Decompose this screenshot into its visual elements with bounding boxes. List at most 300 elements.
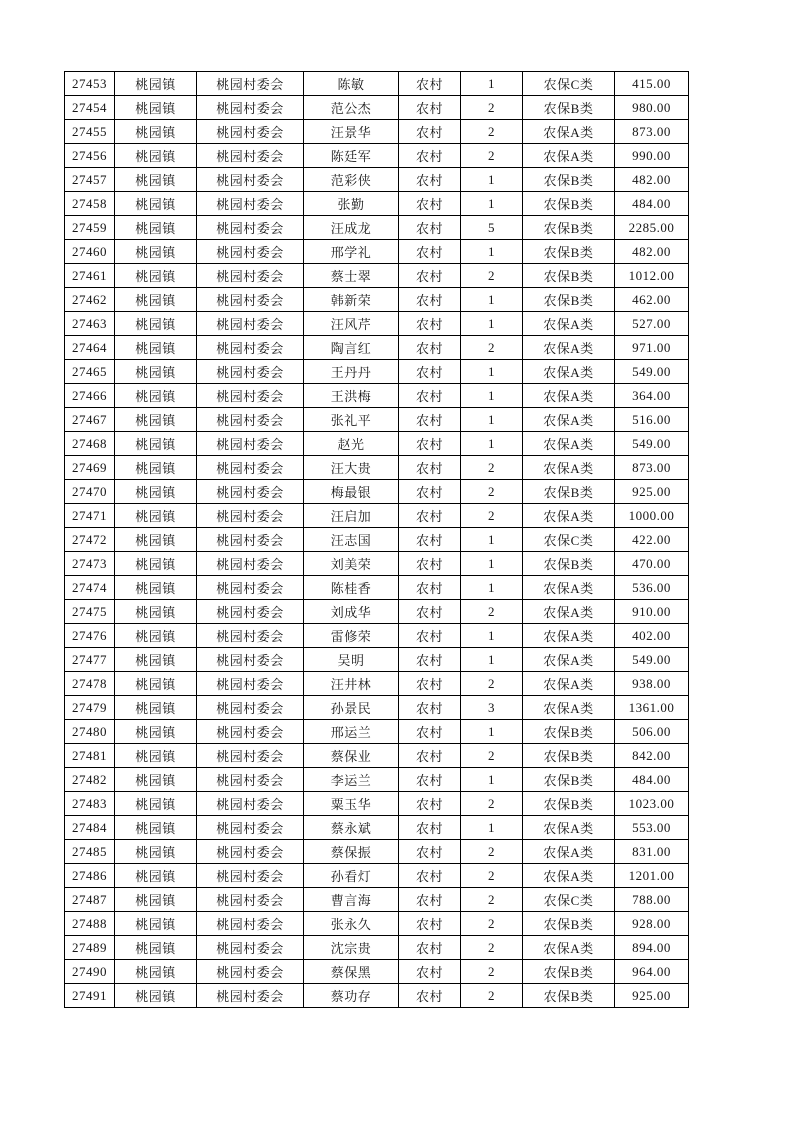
table-row xyxy=(65,624,689,648)
table-row xyxy=(65,96,689,120)
insurance-class: 农保B类 xyxy=(523,912,615,936)
table-row xyxy=(65,264,689,288)
record-id: 27476 xyxy=(65,624,115,648)
person-count: 1 xyxy=(461,192,523,216)
person-count: 1 xyxy=(461,288,523,312)
town: 桃园镇 xyxy=(115,744,197,768)
amount: 928.00 xyxy=(615,912,689,936)
table-row xyxy=(65,960,689,984)
person-name: 雷修荣 xyxy=(304,624,399,648)
person-count: 1 xyxy=(461,360,523,384)
category: 农村 xyxy=(399,336,461,360)
amount: 925.00 xyxy=(615,984,689,1008)
record-id: 27460 xyxy=(65,240,115,264)
record-id: 27467 xyxy=(65,408,115,432)
insurance-class: 农保A类 xyxy=(523,384,615,408)
person-count: 2 xyxy=(461,936,523,960)
village-committee: 桃园村委会 xyxy=(197,288,304,312)
town: 桃园镇 xyxy=(115,888,197,912)
person-count: 2 xyxy=(461,96,523,120)
village-committee: 桃园村委会 xyxy=(197,960,304,984)
category: 农村 xyxy=(399,240,461,264)
village-committee: 桃园村委会 xyxy=(197,96,304,120)
town: 桃园镇 xyxy=(115,384,197,408)
record-id: 27459 xyxy=(65,216,115,240)
person-name: 范彩侠 xyxy=(304,168,399,192)
amount: 831.00 xyxy=(615,840,689,864)
person-name: 张永久 xyxy=(304,912,399,936)
person-name: 汪成龙 xyxy=(304,216,399,240)
person-count: 2 xyxy=(461,120,523,144)
category: 农村 xyxy=(399,168,461,192)
insurance-class: 农保C类 xyxy=(523,72,615,96)
record-id: 27479 xyxy=(65,696,115,720)
person-name: 王洪梅 xyxy=(304,384,399,408)
amount: 536.00 xyxy=(615,576,689,600)
amount: 549.00 xyxy=(615,648,689,672)
record-id: 27481 xyxy=(65,744,115,768)
town: 桃园镇 xyxy=(115,984,197,1008)
insurance-class: 农保C类 xyxy=(523,888,615,912)
person-count: 1 xyxy=(461,408,523,432)
record-id: 27484 xyxy=(65,816,115,840)
person-name: 蔡功存 xyxy=(304,984,399,1008)
town: 桃园镇 xyxy=(115,120,197,144)
category: 农村 xyxy=(399,312,461,336)
record-id: 27475 xyxy=(65,600,115,624)
person-name: 汪启加 xyxy=(304,504,399,528)
category: 农村 xyxy=(399,888,461,912)
village-committee: 桃园村委会 xyxy=(197,144,304,168)
amount: 527.00 xyxy=(615,312,689,336)
person-count: 2 xyxy=(461,600,523,624)
town: 桃园镇 xyxy=(115,936,197,960)
table-row xyxy=(65,912,689,936)
village-committee: 桃园村委会 xyxy=(197,456,304,480)
person-count: 2 xyxy=(461,456,523,480)
table-row xyxy=(65,240,689,264)
record-id: 27464 xyxy=(65,336,115,360)
category: 农村 xyxy=(399,792,461,816)
table-row xyxy=(65,768,689,792)
town: 桃园镇 xyxy=(115,216,197,240)
amount: 506.00 xyxy=(615,720,689,744)
table-row xyxy=(65,552,689,576)
person-count: 2 xyxy=(461,480,523,504)
town: 桃园镇 xyxy=(115,912,197,936)
person-name: 汪大贵 xyxy=(304,456,399,480)
village-committee: 桃园村委会 xyxy=(197,936,304,960)
village-committee: 桃园村委会 xyxy=(197,624,304,648)
person-name: 韩新荣 xyxy=(304,288,399,312)
village-committee: 桃园村委会 xyxy=(197,240,304,264)
insurance-class: 农保A类 xyxy=(523,144,615,168)
insurance-class: 农保A类 xyxy=(523,624,615,648)
record-id: 27468 xyxy=(65,432,115,456)
amount: 873.00 xyxy=(615,120,689,144)
person-name: 蔡士翠 xyxy=(304,264,399,288)
person-name: 陈敏 xyxy=(304,72,399,96)
village-committee: 桃园村委会 xyxy=(197,528,304,552)
category: 农村 xyxy=(399,744,461,768)
village-committee: 桃园村委会 xyxy=(197,864,304,888)
town: 桃园镇 xyxy=(115,720,197,744)
insurance-class: 农保B类 xyxy=(523,240,615,264)
insurance-class: 农保B类 xyxy=(523,168,615,192)
town: 桃园镇 xyxy=(115,288,197,312)
person-count: 5 xyxy=(461,216,523,240)
village-committee: 桃园村委会 xyxy=(197,216,304,240)
village-committee: 桃园村委会 xyxy=(197,312,304,336)
person-count: 1 xyxy=(461,720,523,744)
insurance-class: 农保A类 xyxy=(523,576,615,600)
amount: 482.00 xyxy=(615,168,689,192)
person-name: 蔡保黑 xyxy=(304,960,399,984)
category: 农村 xyxy=(399,504,461,528)
person-name: 曹言海 xyxy=(304,888,399,912)
insurance-class: 农保C类 xyxy=(523,528,615,552)
table-row xyxy=(65,312,689,336)
amount: 842.00 xyxy=(615,744,689,768)
record-id: 27471 xyxy=(65,504,115,528)
table-row xyxy=(65,648,689,672)
amount: 364.00 xyxy=(615,384,689,408)
table-row xyxy=(65,168,689,192)
category: 农村 xyxy=(399,576,461,600)
insurance-class: 农保A类 xyxy=(523,120,615,144)
insurance-class: 农保B类 xyxy=(523,480,615,504)
insurance-class: 农保A类 xyxy=(523,672,615,696)
town: 桃园镇 xyxy=(115,312,197,336)
record-id: 27456 xyxy=(65,144,115,168)
record-id: 27461 xyxy=(65,264,115,288)
record-id: 27478 xyxy=(65,672,115,696)
person-count: 2 xyxy=(461,864,523,888)
record-id: 27462 xyxy=(65,288,115,312)
person-name: 邢运兰 xyxy=(304,720,399,744)
village-committee: 桃园村委会 xyxy=(197,816,304,840)
table-row xyxy=(65,480,689,504)
village-committee: 桃园村委会 xyxy=(197,264,304,288)
insurance-class: 农保B类 xyxy=(523,192,615,216)
insurance-class: 农保A类 xyxy=(523,840,615,864)
table-row xyxy=(65,192,689,216)
insurance-class: 农保A类 xyxy=(523,336,615,360)
table-row xyxy=(65,816,689,840)
town: 桃园镇 xyxy=(115,624,197,648)
person-count: 3 xyxy=(461,696,523,720)
category: 农村 xyxy=(399,672,461,696)
record-id: 27489 xyxy=(65,936,115,960)
category: 农村 xyxy=(399,120,461,144)
category: 农村 xyxy=(399,864,461,888)
village-committee: 桃园村委会 xyxy=(197,600,304,624)
amount: 964.00 xyxy=(615,960,689,984)
record-id: 27477 xyxy=(65,648,115,672)
village-committee: 桃园村委会 xyxy=(197,792,304,816)
amount: 990.00 xyxy=(615,144,689,168)
insurance-class: 农保A类 xyxy=(523,312,615,336)
amount: 1012.00 xyxy=(615,264,689,288)
person-name: 孙看灯 xyxy=(304,864,399,888)
record-id: 27485 xyxy=(65,840,115,864)
amount: 925.00 xyxy=(615,480,689,504)
village-committee: 桃园村委会 xyxy=(197,120,304,144)
table-row xyxy=(65,792,689,816)
category: 农村 xyxy=(399,384,461,408)
person-count: 2 xyxy=(461,912,523,936)
insurance-class: 农保A类 xyxy=(523,600,615,624)
category: 农村 xyxy=(399,216,461,240)
village-committee: 桃园村委会 xyxy=(197,552,304,576)
table-row xyxy=(65,840,689,864)
person-name: 陶言红 xyxy=(304,336,399,360)
amount: 415.00 xyxy=(615,72,689,96)
amount: 1361.00 xyxy=(615,696,689,720)
town: 桃园镇 xyxy=(115,648,197,672)
town: 桃园镇 xyxy=(115,576,197,600)
town: 桃园镇 xyxy=(115,168,197,192)
insurance-class: 农保B类 xyxy=(523,960,615,984)
town: 桃园镇 xyxy=(115,840,197,864)
town: 桃园镇 xyxy=(115,96,197,120)
record-id: 27470 xyxy=(65,480,115,504)
insurance-class: 农保B类 xyxy=(523,768,615,792)
town: 桃园镇 xyxy=(115,600,197,624)
insurance-class: 农保A类 xyxy=(523,936,615,960)
person-name: 赵光 xyxy=(304,432,399,456)
table-row xyxy=(65,744,689,768)
insurance-class: 农保B类 xyxy=(523,216,615,240)
town: 桃园镇 xyxy=(115,768,197,792)
category: 农村 xyxy=(399,696,461,720)
insurance-class: 农保A类 xyxy=(523,408,615,432)
person-name: 汪景华 xyxy=(304,120,399,144)
record-id: 27482 xyxy=(65,768,115,792)
village-committee: 桃园村委会 xyxy=(197,648,304,672)
record-id: 27458 xyxy=(65,192,115,216)
town: 桃园镇 xyxy=(115,240,197,264)
town: 桃园镇 xyxy=(115,336,197,360)
town: 桃园镇 xyxy=(115,360,197,384)
table-row xyxy=(65,864,689,888)
person-count: 1 xyxy=(461,768,523,792)
person-count: 2 xyxy=(461,984,523,1008)
pension-records-table xyxy=(64,71,689,1008)
village-committee: 桃园村委会 xyxy=(197,72,304,96)
village-committee: 桃园村委会 xyxy=(197,696,304,720)
category: 农村 xyxy=(399,648,461,672)
category: 农村 xyxy=(399,432,461,456)
table-row xyxy=(65,984,689,1008)
person-count: 1 xyxy=(461,528,523,552)
village-committee: 桃园村委会 xyxy=(197,336,304,360)
category: 农村 xyxy=(399,192,461,216)
person-count: 1 xyxy=(461,432,523,456)
person-count: 1 xyxy=(461,624,523,648)
record-id: 27473 xyxy=(65,552,115,576)
table-row xyxy=(65,528,689,552)
amount: 462.00 xyxy=(615,288,689,312)
amount: 470.00 xyxy=(615,552,689,576)
insurance-class: 农保B类 xyxy=(523,984,615,1008)
person-count: 2 xyxy=(461,264,523,288)
category: 农村 xyxy=(399,288,461,312)
person-name: 张礼平 xyxy=(304,408,399,432)
village-committee: 桃园村委会 xyxy=(197,576,304,600)
table-row xyxy=(65,720,689,744)
insurance-class: 农保A类 xyxy=(523,504,615,528)
record-id: 27486 xyxy=(65,864,115,888)
category: 农村 xyxy=(399,528,461,552)
town: 桃园镇 xyxy=(115,72,197,96)
person-name: 蔡保业 xyxy=(304,744,399,768)
category: 农村 xyxy=(399,552,461,576)
person-name: 陈廷军 xyxy=(304,144,399,168)
table-row xyxy=(65,408,689,432)
amount: 549.00 xyxy=(615,432,689,456)
category: 农村 xyxy=(399,360,461,384)
amount: 402.00 xyxy=(615,624,689,648)
village-committee: 桃园村委会 xyxy=(197,408,304,432)
insurance-class: 农保B类 xyxy=(523,264,615,288)
amount: 484.00 xyxy=(615,768,689,792)
person-count: 1 xyxy=(461,816,523,840)
insurance-class: 农保B类 xyxy=(523,720,615,744)
record-id: 27490 xyxy=(65,960,115,984)
person-count: 2 xyxy=(461,336,523,360)
record-id: 27488 xyxy=(65,912,115,936)
table-row xyxy=(65,672,689,696)
insurance-class: 农保A类 xyxy=(523,360,615,384)
person-count: 1 xyxy=(461,72,523,96)
town: 桃园镇 xyxy=(115,552,197,576)
amount: 553.00 xyxy=(615,816,689,840)
insurance-class: 农保B类 xyxy=(523,792,615,816)
town: 桃园镇 xyxy=(115,144,197,168)
amount: 2285.00 xyxy=(615,216,689,240)
person-name: 沈宗贵 xyxy=(304,936,399,960)
table-row xyxy=(65,504,689,528)
insurance-class: 农保A类 xyxy=(523,816,615,840)
record-id: 27457 xyxy=(65,168,115,192)
person-count: 2 xyxy=(461,840,523,864)
village-committee: 桃园村委会 xyxy=(197,192,304,216)
village-committee: 桃园村委会 xyxy=(197,768,304,792)
amount: 1023.00 xyxy=(615,792,689,816)
record-id: 27483 xyxy=(65,792,115,816)
person-count: 2 xyxy=(461,144,523,168)
person-count: 2 xyxy=(461,672,523,696)
town: 桃园镇 xyxy=(115,864,197,888)
person-name: 范公杰 xyxy=(304,96,399,120)
person-name: 陈桂香 xyxy=(304,576,399,600)
amount: 549.00 xyxy=(615,360,689,384)
person-count: 1 xyxy=(461,552,523,576)
town: 桃园镇 xyxy=(115,456,197,480)
person-count: 2 xyxy=(461,504,523,528)
village-committee: 桃园村委会 xyxy=(197,984,304,1008)
record-id: 27472 xyxy=(65,528,115,552)
category: 农村 xyxy=(399,600,461,624)
record-id: 27454 xyxy=(65,96,115,120)
record-id: 27455 xyxy=(65,120,115,144)
record-id: 27463 xyxy=(65,312,115,336)
person-name: 李运兰 xyxy=(304,768,399,792)
town: 桃园镇 xyxy=(115,672,197,696)
person-count: 1 xyxy=(461,240,523,264)
category: 农村 xyxy=(399,816,461,840)
person-name: 刘成华 xyxy=(304,600,399,624)
town: 桃园镇 xyxy=(115,192,197,216)
person-count: 2 xyxy=(461,960,523,984)
village-committee: 桃园村委会 xyxy=(197,168,304,192)
category: 农村 xyxy=(399,840,461,864)
town: 桃园镇 xyxy=(115,792,197,816)
table-body xyxy=(65,72,689,1008)
amount: 938.00 xyxy=(615,672,689,696)
amount: 971.00 xyxy=(615,336,689,360)
village-committee: 桃园村委会 xyxy=(197,888,304,912)
record-id: 27469 xyxy=(65,456,115,480)
category: 农村 xyxy=(399,408,461,432)
village-committee: 桃园村委会 xyxy=(197,360,304,384)
amount: 910.00 xyxy=(615,600,689,624)
insurance-class: 农保B类 xyxy=(523,744,615,768)
person-name: 孙景民 xyxy=(304,696,399,720)
village-committee: 桃园村委会 xyxy=(197,480,304,504)
category: 农村 xyxy=(399,264,461,288)
person-name: 吴明 xyxy=(304,648,399,672)
category: 农村 xyxy=(399,768,461,792)
category: 农村 xyxy=(399,72,461,96)
amount: 1201.00 xyxy=(615,864,689,888)
amount: 873.00 xyxy=(615,456,689,480)
insurance-class: 农保B类 xyxy=(523,552,615,576)
table-row xyxy=(65,336,689,360)
category: 农村 xyxy=(399,144,461,168)
town: 桃园镇 xyxy=(115,480,197,504)
person-name: 蔡永斌 xyxy=(304,816,399,840)
insurance-class: 农保B类 xyxy=(523,96,615,120)
person-name: 王丹丹 xyxy=(304,360,399,384)
table-row xyxy=(65,384,689,408)
person-name: 汪风芹 xyxy=(304,312,399,336)
insurance-class: 农保A类 xyxy=(523,432,615,456)
town: 桃园镇 xyxy=(115,264,197,288)
category: 农村 xyxy=(399,96,461,120)
record-id: 27453 xyxy=(65,72,115,96)
table-row xyxy=(65,144,689,168)
village-committee: 桃园村委会 xyxy=(197,840,304,864)
category: 农村 xyxy=(399,456,461,480)
village-committee: 桃园村委会 xyxy=(197,720,304,744)
person-count: 1 xyxy=(461,312,523,336)
town: 桃园镇 xyxy=(115,408,197,432)
person-name: 邢学礼 xyxy=(304,240,399,264)
village-committee: 桃园村委会 xyxy=(197,384,304,408)
table-row xyxy=(65,936,689,960)
category: 农村 xyxy=(399,984,461,1008)
person-name: 汪志国 xyxy=(304,528,399,552)
category: 农村 xyxy=(399,936,461,960)
village-committee: 桃园村委会 xyxy=(197,672,304,696)
record-id: 27491 xyxy=(65,984,115,1008)
record-id: 27487 xyxy=(65,888,115,912)
category: 农村 xyxy=(399,480,461,504)
person-name: 张勤 xyxy=(304,192,399,216)
amount: 788.00 xyxy=(615,888,689,912)
